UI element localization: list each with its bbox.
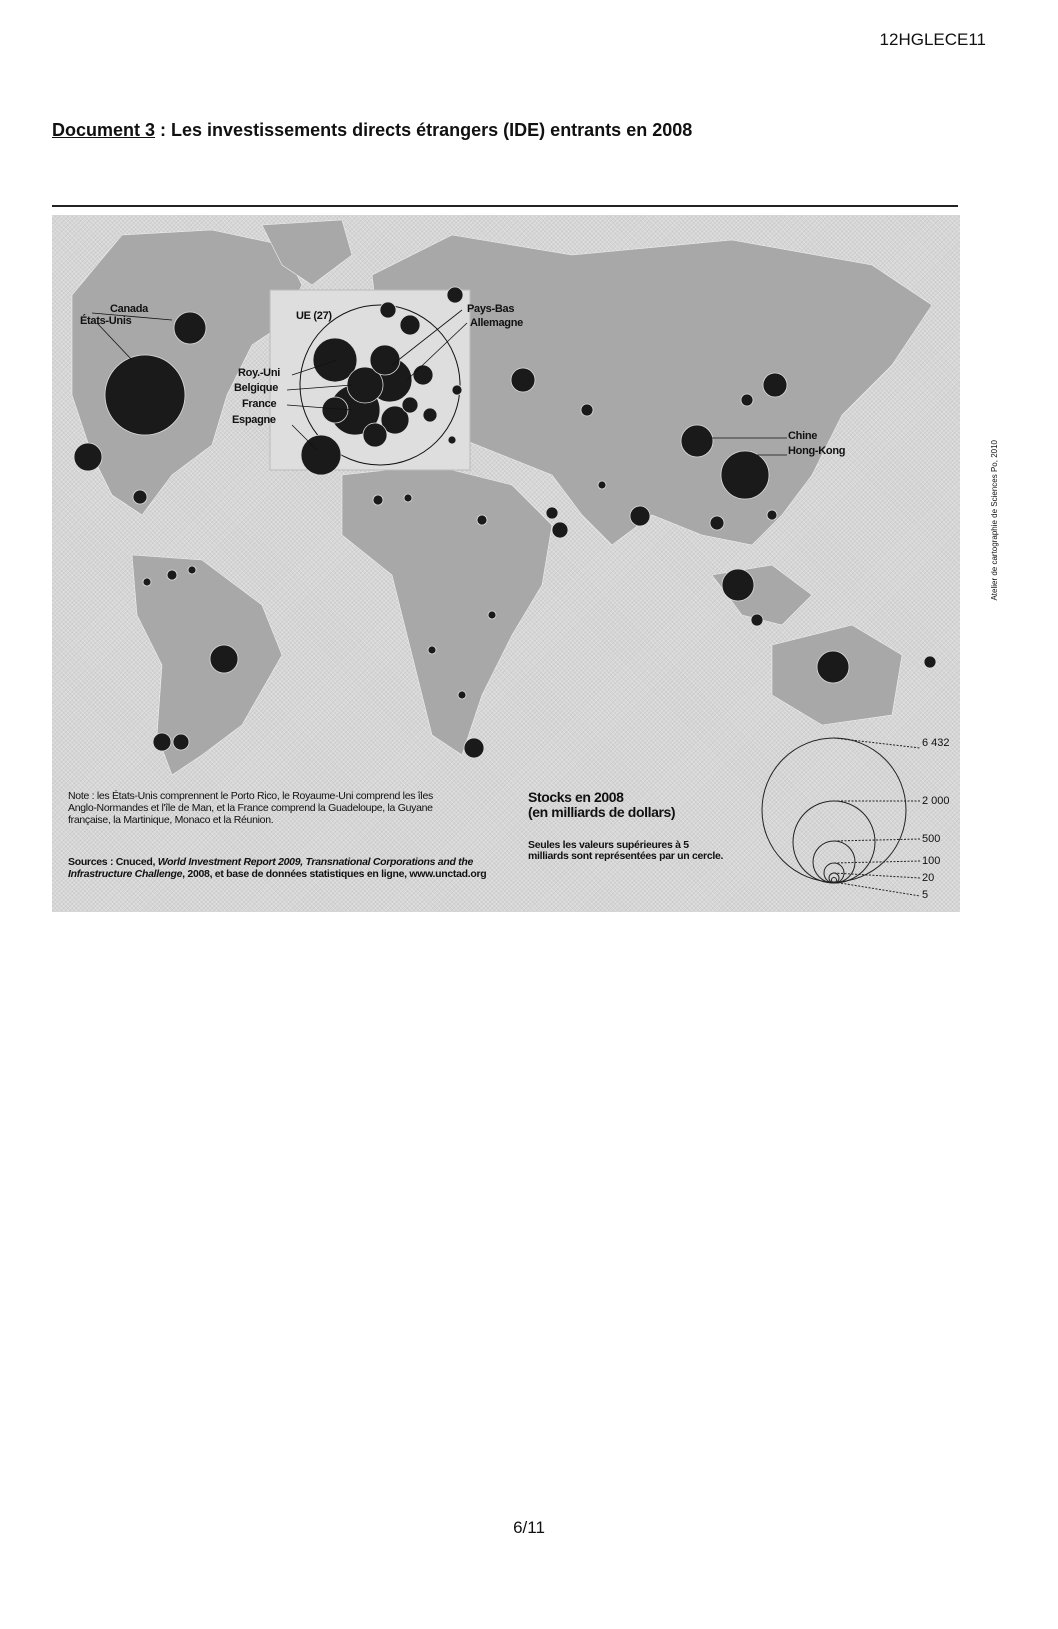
- fdi-stock-circle: [370, 345, 400, 375]
- fdi-stock-circle: [174, 312, 206, 344]
- label-hongkong: Hong-Kong: [788, 445, 846, 457]
- document-code: 12HGLECE11: [879, 30, 986, 49]
- label-netherlands: Pays-Bas: [467, 303, 515, 315]
- label-eu: UE (27): [296, 310, 332, 322]
- legend-title-line1: Stocks en 2008: [528, 789, 624, 805]
- label-china: Chine: [788, 430, 818, 442]
- fdi-stock-circle: [402, 397, 418, 413]
- legend-circles: [762, 738, 920, 896]
- fdi-stock-circle: [741, 394, 753, 406]
- fdi-stock-circle: [751, 614, 763, 626]
- label-usa: États-Unis: [80, 315, 132, 327]
- fdi-stock-circle: [710, 516, 724, 530]
- fdi-stock-circle: [552, 522, 568, 538]
- legend-title: [528, 790, 675, 820]
- map-note: Note : les États-Unis comprennent le Porto Rico, le Royaume-Uni comprend les îles Anglo-Normandes et l'île de Man, et la France comprend la Guadeloupe, la Guyane française, la Martinique, Monaco et la Réunion.: [68, 790, 433, 826]
- label-belgium: Belgique: [234, 382, 279, 394]
- sources-title: World Investment Report 2009, Transnational Corporations and the Infrastructure Challenge: [68, 856, 474, 880]
- legend-value: 500: [922, 833, 941, 845]
- fdi-stock-circle: [105, 355, 185, 435]
- fdi-stock-circle: [173, 734, 189, 750]
- legend-value: 2 000: [922, 795, 950, 807]
- fdi-stock-circle: [210, 645, 238, 673]
- fdi-stock-circle: [458, 691, 466, 699]
- label-uk: Roy.-Uni: [238, 367, 281, 379]
- page-number: 6/11: [513, 1518, 545, 1537]
- document-title: [52, 120, 692, 141]
- fdi-stock-circle: [767, 510, 777, 520]
- fdi-stock-circle: [363, 423, 387, 447]
- fdi-stock-circle: [763, 373, 787, 397]
- label-canada: Canada: [110, 303, 148, 315]
- divider: [52, 205, 958, 207]
- fdi-stock-circle: [167, 570, 177, 580]
- fdi-stock-circle: [681, 425, 713, 457]
- fdi-stock-circle: [423, 408, 437, 422]
- map-credit: Atelier de cartographie de Sciences Po, 2010: [990, 440, 999, 601]
- map-sources: [68, 856, 488, 880]
- fdi-stock-circle: [322, 397, 348, 423]
- fdi-stock-circle: [447, 287, 463, 303]
- fdi-stock-circle: [452, 385, 462, 395]
- fdi-stock-circle: [133, 490, 147, 504]
- fdi-stock-circle: [630, 506, 650, 526]
- fdi-stock-circle: [598, 481, 606, 489]
- fdi-stock-circle: [380, 302, 396, 318]
- fdi-stock-circle: [448, 436, 456, 444]
- legend-title-line2: (en milliards de dollars): [528, 804, 676, 820]
- legend-value: 100: [922, 855, 941, 867]
- fdi-stock-circle: [413, 365, 433, 385]
- fdi-stock-circle: [511, 368, 535, 392]
- legend-value: 20: [922, 872, 935, 884]
- fdi-stock-circle: [404, 494, 412, 502]
- fdi-stock-circle: [477, 515, 487, 525]
- label-spain: Espagne: [232, 414, 276, 426]
- fdi-stock-circle: [488, 611, 496, 619]
- fdi-stock-circle: [924, 656, 936, 668]
- document-title-text: : Les investissements directs étrangers (IDE) entrants en 2008: [155, 120, 693, 140]
- fdi-stock-circle: [301, 435, 341, 475]
- label-france: France: [242, 398, 277, 410]
- fdi-stock-circle: [74, 443, 102, 471]
- sources-label: Sources : Cnuced,: [68, 856, 158, 868]
- fdi-stock-circle: [464, 738, 484, 758]
- legend-value: 5: [922, 889, 929, 901]
- fdi-stock-circle: [817, 651, 849, 683]
- fdi-stock-circle: [400, 315, 420, 335]
- fdi-stock-circle: [428, 646, 436, 654]
- land-africa: [342, 465, 552, 755]
- fdi-stock-circle: [153, 733, 171, 751]
- label-germany: Allemagne: [470, 317, 523, 329]
- legend-value: 6 432: [922, 737, 950, 749]
- fdi-stock-circle: [581, 404, 593, 416]
- fdi-stock-circle: [188, 566, 196, 574]
- fdi-stock-circle: [721, 451, 769, 499]
- sources-rest: , 2008, et base de données statistiques en ligne, www.unctad.org: [182, 868, 487, 880]
- fdi-stock-circle: [143, 578, 151, 586]
- fdi-stock-circle: [722, 569, 754, 601]
- fdi-stock-circle: [546, 507, 558, 519]
- legend-subtitle: Seules les valeurs supérieures à 5 milliards sont représentées par un cercle.: [528, 839, 724, 862]
- document-label: Document 3: [52, 120, 156, 140]
- fdi-stock-circle: [373, 495, 383, 505]
